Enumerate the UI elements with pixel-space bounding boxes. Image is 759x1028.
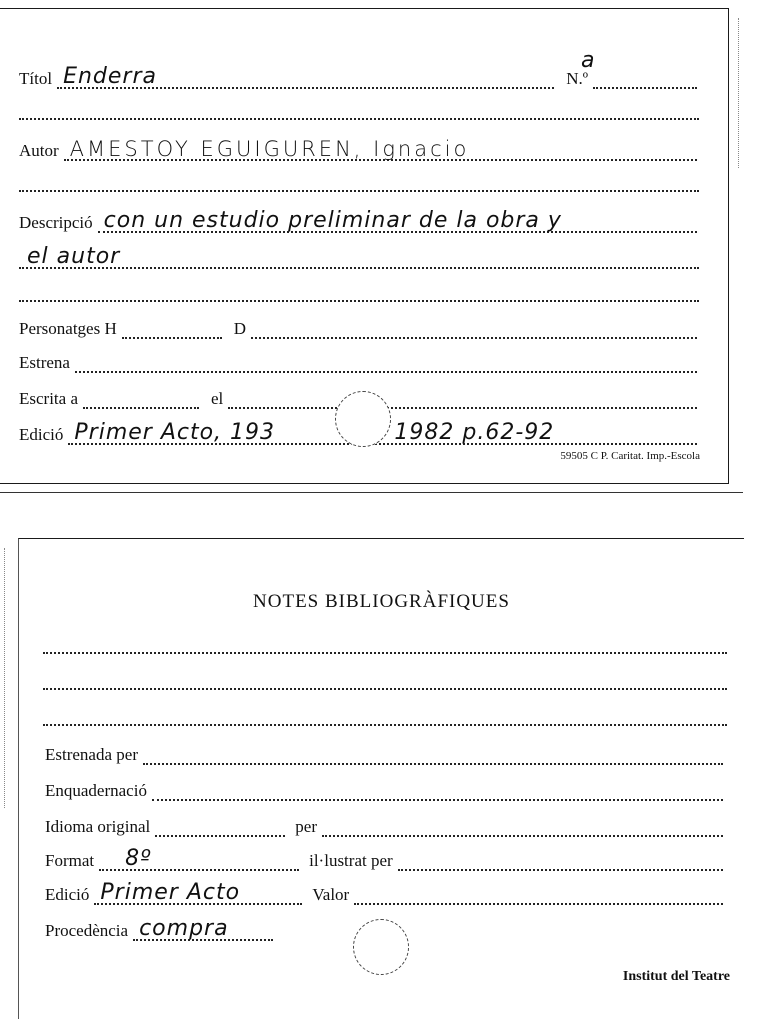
titol-row xyxy=(19,48,699,89)
estrena-row xyxy=(19,351,699,373)
format-row xyxy=(45,846,725,871)
idioma-label: Idioma original xyxy=(45,817,151,836)
scan-edge-noise xyxy=(4,548,17,808)
enquadernacio-label: Enquadernació xyxy=(45,781,147,800)
edicio-value-b: 1982 p.62-92 xyxy=(394,420,555,445)
procedencia-row xyxy=(45,916,275,941)
no-label: N.º xyxy=(566,69,588,88)
format-field xyxy=(99,846,299,871)
scan-edge-noise-right xyxy=(738,18,751,168)
procedencia-field xyxy=(133,916,273,941)
idioma-row xyxy=(45,815,725,837)
titol-label: Títol xyxy=(19,69,53,88)
descripcio-line-3 xyxy=(19,299,699,302)
el-label: el xyxy=(211,389,224,408)
titol-field xyxy=(57,64,554,89)
format-value: 8º xyxy=(125,846,152,871)
institut-footer: Institut del Teatre xyxy=(622,969,730,984)
estrena-label: Estrena xyxy=(19,353,70,372)
notes-title: NOTES BIBLIOGRÀFIQUES xyxy=(253,591,510,612)
descripcio-row xyxy=(19,208,699,233)
descripcio-label: Descripció xyxy=(19,213,93,232)
personatges-label: Personatges H xyxy=(19,319,117,338)
autor-label: Autor xyxy=(19,141,59,160)
procedencia-value: compra xyxy=(139,916,229,941)
enquadernacio-row xyxy=(45,779,725,801)
descripcio-line-1: con un estudio preliminar de la obra y xyxy=(103,208,562,233)
notes-line-1 xyxy=(43,651,727,654)
descripcio-field-2 xyxy=(19,244,699,269)
titol-value: Enderra xyxy=(63,64,157,89)
catalog-card-back xyxy=(18,538,744,1019)
descripcio-row-2 xyxy=(19,244,699,269)
per-field xyxy=(322,815,723,837)
personatges-d-field xyxy=(251,317,697,339)
edicio-back-value: Primer Acto xyxy=(100,880,241,905)
punch-hole-back xyxy=(353,919,409,975)
autor-value: AMESTOY EGUIGUREN, Ignacio xyxy=(69,137,470,161)
printer-imprint: 59505 C P. Caritat. Imp.-Escola xyxy=(560,450,700,462)
el-field xyxy=(228,387,697,409)
illustrat-field xyxy=(398,849,723,871)
edicio-label: Edició xyxy=(19,425,64,444)
titol-line-2 xyxy=(19,117,699,120)
punch-hole xyxy=(335,391,391,447)
notes-line-2 xyxy=(43,687,727,690)
catalog-card-front xyxy=(0,8,729,484)
valor-label: Valor xyxy=(312,885,350,904)
illustrat-label: il·lustrat per xyxy=(309,851,393,870)
format-label: Format xyxy=(45,851,95,870)
procedencia-label: Procedència xyxy=(45,921,129,940)
estrenada-row xyxy=(45,743,725,765)
estrenada-field xyxy=(143,743,723,765)
personatges-row xyxy=(19,317,699,339)
escrita-label: Escrita a xyxy=(19,389,78,408)
edicio-value-a: Primer Acto, 193 xyxy=(74,420,276,445)
descripcio-line-2: el autor xyxy=(27,244,121,269)
enquadernacio-field xyxy=(152,779,723,801)
idioma-field xyxy=(155,815,285,837)
card-separator xyxy=(0,492,743,493)
edicio-back-label: Edició xyxy=(45,885,90,904)
estrena-field xyxy=(75,351,697,373)
autor-line-2 xyxy=(19,189,699,192)
per-label: per xyxy=(295,817,317,836)
no-field xyxy=(581,48,697,89)
edicio-back-field xyxy=(94,880,302,905)
notes-line-3 xyxy=(43,723,727,726)
edicio-back-row xyxy=(45,880,725,905)
d-label: D xyxy=(233,319,247,338)
escrita-field xyxy=(83,387,199,409)
autor-field xyxy=(64,139,697,161)
estrenada-label: Estrenada per xyxy=(45,745,138,764)
valor-field xyxy=(354,883,723,905)
personatges-h-field xyxy=(122,317,222,339)
descripcio-field xyxy=(98,208,697,233)
autor-row xyxy=(19,139,699,161)
no-value: a xyxy=(581,48,596,73)
